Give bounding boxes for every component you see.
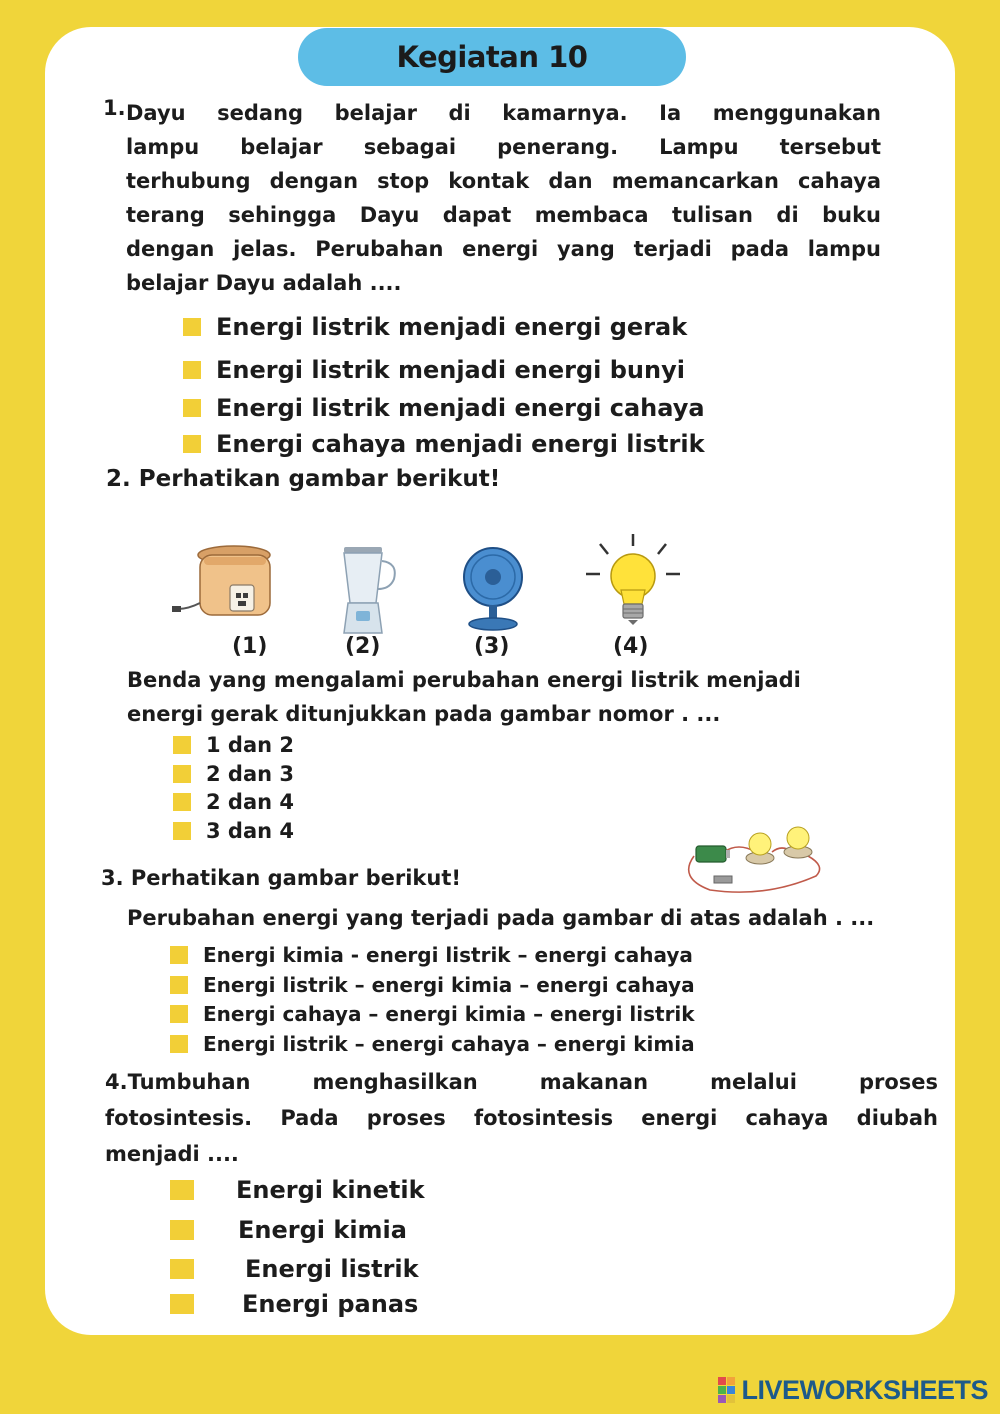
option-label: Energi listrik menjadi energi bunyi	[216, 356, 685, 384]
option-label: 1 dan 2	[206, 733, 294, 757]
checkbox-icon[interactable]	[183, 435, 201, 453]
option-label: 2 dan 3	[206, 762, 294, 786]
option-label: Energi panas	[242, 1290, 419, 1318]
checkbox-icon[interactable]	[170, 976, 188, 994]
checkbox-icon[interactable]	[170, 1259, 194, 1279]
q2-line: Benda yang mengalami perubahan energi listrik menjadi	[127, 668, 801, 692]
q2-text	[127, 663, 887, 731]
checkbox-icon[interactable]	[183, 399, 201, 417]
checkbox-icon[interactable]	[173, 765, 191, 783]
checkbox-icon[interactable]	[170, 946, 188, 964]
checkbox-icon[interactable]	[170, 1005, 188, 1023]
q3-option-a[interactable]	[170, 943, 693, 967]
option-label: Energi listrik	[245, 1255, 419, 1283]
figure-label: (4)	[613, 634, 649, 659]
checkbox-icon[interactable]	[170, 1035, 188, 1053]
figure-label: (1)	[232, 634, 268, 659]
figure-label: (3)	[474, 634, 510, 659]
q3-question: Perubahan energi yang terjadi pada gambar di atas adalah . ...	[127, 906, 875, 930]
q3-option-c[interactable]	[170, 1002, 695, 1026]
q4-option-a[interactable]	[170, 1176, 425, 1204]
q2-option-a[interactable]	[173, 733, 294, 757]
checkbox-icon[interactable]	[173, 736, 191, 754]
blender-icon	[332, 545, 402, 635]
option-label: Energi kimia - energi listrik – energi cahaya	[203, 943, 693, 967]
worksheet-title: Kegiatan 10	[298, 28, 686, 86]
q1-option-b[interactable]	[183, 356, 685, 384]
q3-option-d[interactable]	[170, 1032, 695, 1056]
watermark-text: LIVEWORKSHEETS	[741, 1374, 988, 1405]
option-label: Energi cahaya menjadi energi listrik	[216, 430, 705, 458]
checkbox-icon[interactable]	[173, 793, 191, 811]
q2-line: energi gerak ditunjukkan pada gambar nomor . ...	[127, 702, 721, 726]
q4-line: fotosintesis. Pada proses fotosintesis energi cahaya diubah	[105, 1106, 938, 1130]
q4-line: menjadi ....	[105, 1142, 239, 1166]
option-label: Energi listrik menjadi energi gerak	[216, 313, 688, 341]
rice-cooker-icon	[170, 543, 282, 625]
light-bulb-icon	[584, 532, 682, 632]
q1-line: lampu belajar sebagai penerang. Lampu tersebut	[126, 135, 881, 159]
liveworksheets-watermark	[718, 1374, 988, 1406]
option-label: Energi kimia	[238, 1216, 407, 1244]
q1-line: terhubung dengan stop kontak dan memancarkan cahaya	[126, 169, 881, 193]
q2-heading: 2. Perhatikan gambar berikut!	[106, 466, 501, 492]
q4-line: 4.Tumbuhan menghasilkan makanan melalui proses	[105, 1070, 938, 1094]
q1-option-a[interactable]	[183, 313, 687, 341]
q1-line: Dayu sedang belajar di kamarnya. Ia menggunakan	[126, 101, 881, 125]
q4-text	[105, 1064, 938, 1172]
q4-option-d[interactable]	[170, 1290, 418, 1318]
q1-line: terang sehingga Dayu dapat membaca tulisan di buku	[126, 203, 881, 227]
q3-option-b[interactable]	[170, 973, 695, 997]
option-label: 3 dan 4	[206, 819, 294, 843]
liveworksheets-logo-icon	[718, 1377, 735, 1403]
checkbox-icon[interactable]	[183, 318, 201, 336]
q1-text	[126, 96, 881, 300]
checkbox-icon[interactable]	[170, 1294, 194, 1314]
option-label: Energi kinetik	[236, 1176, 425, 1204]
q4-option-c[interactable]	[170, 1255, 419, 1283]
q1-option-d[interactable]	[183, 430, 705, 458]
fan-icon	[457, 545, 531, 631]
checkbox-icon[interactable]	[173, 822, 191, 840]
q3-heading: 3. Perhatikan gambar berikut!	[101, 866, 461, 890]
checkbox-icon[interactable]	[170, 1180, 194, 1200]
checkbox-icon[interactable]	[170, 1220, 194, 1240]
circuit-icon	[676, 812, 828, 898]
q2-option-d[interactable]	[173, 819, 294, 843]
option-label: Energi listrik menjadi energi cahaya	[216, 394, 705, 422]
q1-line: belajar Dayu adalah ....	[126, 271, 402, 295]
option-label: Energi cahaya – energi kimia – energi listrik	[203, 1002, 695, 1026]
option-label: Energi listrik – energi cahaya – energi kimia	[203, 1032, 695, 1056]
q1-line: dengan jelas. Perubahan energi yang terjadi pada lampu	[126, 237, 881, 261]
q4-option-b[interactable]	[170, 1216, 407, 1244]
figure-label: (2)	[345, 634, 381, 659]
q2-option-b[interactable]	[173, 762, 294, 786]
option-label: Energi listrik – energi kimia – energi cahaya	[203, 973, 695, 997]
option-label: 2 dan 4	[206, 790, 294, 814]
q1-option-c[interactable]	[183, 394, 705, 422]
checkbox-icon[interactable]	[183, 361, 201, 379]
q1-number: 1.	[103, 96, 126, 120]
q2-option-c[interactable]	[173, 790, 294, 814]
